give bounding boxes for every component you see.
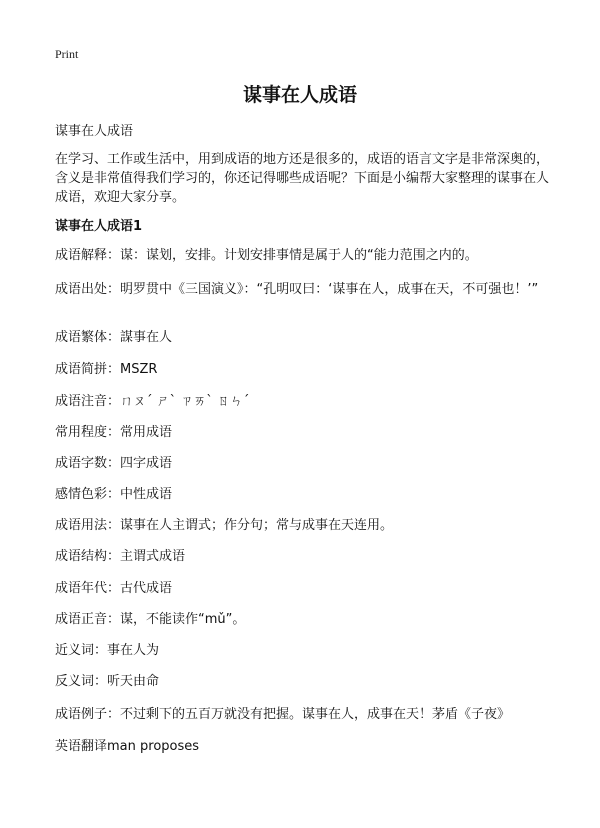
entry-label: 成语用法：: [55, 518, 121, 533]
entry-label: 近义词：: [55, 643, 108, 658]
entry-value: 四字成语: [120, 456, 173, 471]
entry-zhuyin: [55, 393, 555, 411]
entry-label: 感情色彩：: [55, 487, 121, 502]
entry-abbreviation: [55, 361, 555, 379]
entry-label: 反义词：: [55, 674, 108, 689]
entry-english: [55, 738, 555, 756]
entry-label: 成语出处：: [55, 282, 121, 297]
entry-usage: [55, 517, 555, 535]
entry-value: 听天由命: [107, 674, 160, 689]
entry-structure: [55, 548, 555, 566]
subtitle: 谋事在人成语: [55, 124, 134, 139]
entry-value: 古代成语: [120, 581, 173, 596]
entry-value: 謀事在人: [120, 330, 173, 345]
entry-frequency: [55, 424, 555, 442]
entry-value: 事在人为: [107, 643, 160, 658]
entry-antonym: [55, 673, 555, 691]
entry-value: 主谓式成语: [120, 549, 186, 564]
entry-explanation: [55, 247, 555, 265]
entry-label: 成语解释：: [55, 248, 121, 263]
entry-value: 常用成语: [120, 425, 173, 440]
entry-value: ㄇㄡˊ ㄕˋ ㄗㄞˋ ㄖㄣˊ: [120, 394, 250, 409]
entry-label: 常用程度：: [55, 425, 121, 440]
entry-label: 成语年代：: [55, 581, 121, 596]
entry-synonym: [55, 642, 555, 660]
section-heading: 谋事在人成语1: [55, 219, 143, 234]
entry-value: man proposes: [107, 739, 200, 754]
intro-paragraph: 在学习、工作或生活中，用到成语的地方还是很多的，成语的语言文字是非常深奥的，含义是非常值得我们学习的，你还记得哪些成语呢？下面是小编帮大家整理的谋事在人成语，欢迎大家分享。: [55, 152, 550, 205]
entry-pronunciation: [55, 611, 555, 629]
entry-value: 不过剩下的五百万就没有把握。谋事在人，成事在天！茅盾《子夜》: [120, 707, 511, 722]
entry-value: 谋事在人主谓式；作分句；常与成事在天连用。: [120, 518, 394, 533]
entry-sentiment: [55, 486, 555, 504]
entry-label: 成语结构：: [55, 549, 121, 564]
entry-label: 成语正音：: [55, 612, 121, 627]
entry-label: 成语字数：: [55, 456, 121, 471]
page-title: 谋事在人成语: [242, 84, 357, 106]
entry-label: 英语翻译: [55, 739, 108, 754]
entry-value: 中性成语: [120, 487, 173, 502]
entry-char-count: [55, 455, 555, 473]
entry-example: [55, 706, 555, 724]
entry-source: [55, 281, 555, 299]
entry-traditional: [55, 329, 555, 347]
entry-label: 成语简拼：: [55, 362, 121, 377]
entry-value: 谋：谋划，安排。计划安排事情是属于人的“能力范围之内的。: [120, 248, 478, 263]
entry-era: [55, 580, 555, 598]
entry-label: 成语注音：: [55, 394, 121, 409]
entry-value: MSZR: [120, 362, 158, 377]
entry-label: 成语繁体：: [55, 330, 121, 345]
entry-value: 谋，不能读作“mǔ”。: [120, 612, 246, 627]
print-label: Print: [55, 47, 79, 61]
entry-value: 明罗贯中《三国演义》：“孔明叹曰：‘谋事在人，成事在天，不可强也！’”: [120, 282, 539, 297]
entry-label: 成语例子：: [55, 707, 121, 722]
